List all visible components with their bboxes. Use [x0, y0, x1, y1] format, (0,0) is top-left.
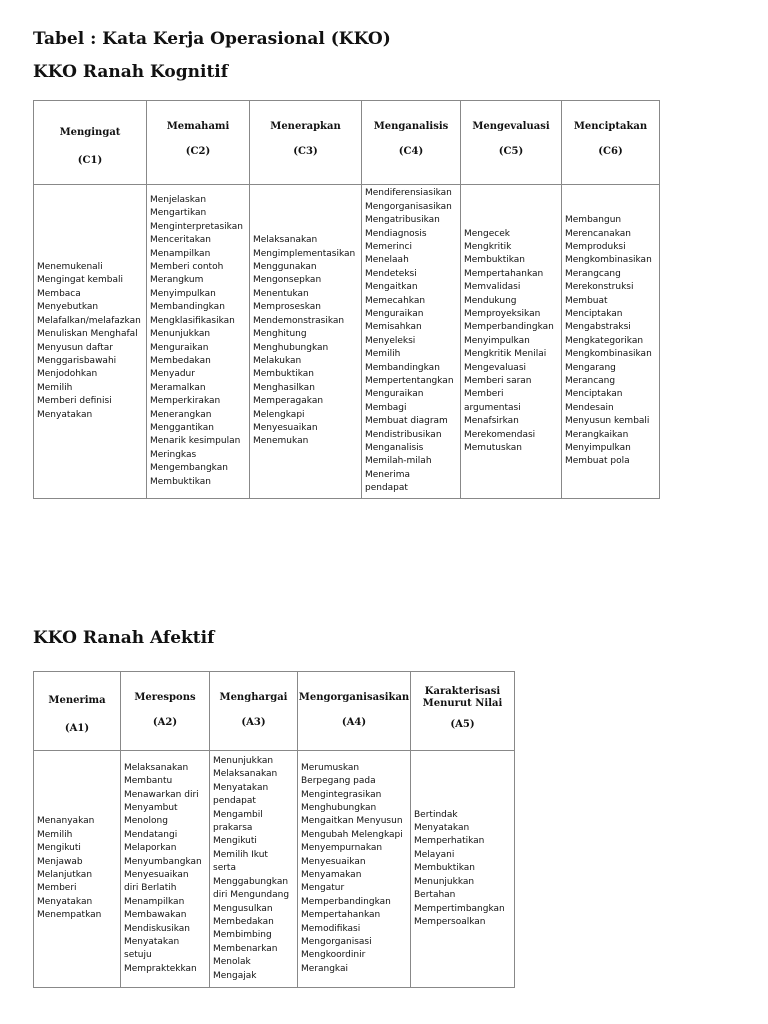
verb-item: Membimbing — [213, 930, 272, 941]
verb-item: Mengkoordinir — [301, 950, 366, 961]
level-code: (A4) — [341, 717, 367, 728]
verb-item: Menganalisis — [365, 443, 424, 454]
verb-item: Memutuskan — [464, 443, 522, 454]
level-code: (C4) — [398, 146, 424, 157]
verb-item: Membuat — [565, 295, 608, 306]
verb-item: Memproyeksikan — [464, 308, 541, 319]
verb-item: Bertahan — [414, 890, 456, 901]
verb-item: Mendeteksi — [365, 268, 417, 279]
verb-item: Menyatakan — [124, 937, 180, 948]
verb-item: Memisahkan — [365, 322, 422, 333]
kognitif-heading: KKO Ranah Kognitif — [33, 62, 229, 82]
afektif-verbs-a5 — [411, 751, 515, 988]
verb-item: Menyebutkan — [37, 302, 99, 313]
kognitif-table — [33, 100, 660, 499]
afektif-header-row — [34, 672, 515, 751]
verb-item: prakarsa — [213, 823, 253, 834]
verb-item: Membangun — [565, 215, 622, 226]
verb-item: Mempertahankan — [301, 910, 381, 921]
verb-item: Menerima — [365, 469, 411, 480]
afektif-verbs-row — [34, 751, 515, 988]
verb-item: Menunjukkan — [414, 876, 475, 887]
verb-item: Menyamakan — [301, 870, 362, 880]
verb-item: Menyesuaikan — [124, 870, 189, 880]
verb-item: Menciptakan — [565, 389, 623, 400]
verb-item: Mengarang — [565, 362, 616, 373]
verb-item: Mengkombinasikan — [565, 349, 652, 360]
verb-item: Mengorganisasikan — [365, 201, 452, 212]
verb-item: Menjawab — [37, 856, 83, 867]
verb-item: Mengikuti — [213, 836, 257, 847]
kognitif-header-row — [34, 101, 660, 185]
kognitif-header-c2 — [147, 101, 250, 185]
verb-item: Mengajak — [213, 970, 257, 981]
verb-item: Menceritakan — [150, 235, 212, 246]
verb-item: Menguraikan — [150, 342, 209, 353]
verb-item: Membuktikan — [414, 863, 476, 874]
kognitif-header-c3 — [250, 101, 362, 185]
verb-item: Melayani — [414, 849, 455, 860]
kognitif-header-c4 — [362, 101, 461, 185]
afektif-header-a1 — [34, 672, 121, 751]
verb-item: Membuat diagram — [365, 416, 448, 427]
verb-item: Mendukung — [464, 295, 517, 306]
verb-item: Menolak — [213, 957, 251, 968]
verb-item: Mendiagnosis — [365, 228, 427, 239]
verb-item: Mendesain — [565, 402, 614, 413]
verb-item: Mengubah Melengkapi — [301, 829, 403, 840]
verb-item: Menghitung — [253, 329, 307, 340]
verb-item: Mengartikan — [150, 208, 207, 219]
kognitif-header-c5 — [461, 101, 562, 185]
verb-item: Mendiferensiasikan — [365, 188, 452, 199]
verb-item: Mempertimbangkan — [414, 903, 505, 914]
verb-item: Melaporkan — [124, 843, 177, 854]
verb-item: Meramalkan — [150, 382, 206, 393]
verb-item: Memberi contoh — [150, 262, 224, 273]
verb-item: Memperkirakan — [150, 396, 221, 407]
verb-item: Menyusun kembali — [565, 416, 650, 427]
verb-item: Menawarkan diri — [124, 789, 199, 800]
verb-item: Mengimplementasikan — [253, 248, 356, 259]
level-name: Karakterisasi Menurut Nilai — [422, 686, 503, 709]
verb-item: Mempertahankan — [464, 268, 544, 279]
verb-item: Menyambut — [124, 802, 178, 813]
verb-item: Melaksanakan — [213, 769, 278, 780]
verb-item: Merangkum — [150, 275, 204, 286]
verb-item: Menginterpretasikan — [150, 221, 243, 232]
verb-item: Mengkategorikan — [565, 335, 644, 346]
verb-item: Membedakan — [213, 916, 274, 927]
level-code: (A1) — [64, 723, 90, 734]
verb-item: Mengaitkan Menyusun — [301, 816, 403, 827]
verb-item: Menyatakan — [213, 782, 269, 793]
verb-item: Mengkritik Menilai — [464, 349, 547, 360]
verb-item: Memerinci — [365, 241, 412, 252]
verb-item: Menampilkan — [150, 248, 211, 259]
kognitif-verbs-c4 — [362, 185, 461, 499]
verb-item: Mengecek — [464, 228, 510, 239]
verb-item: Bertindak — [414, 809, 458, 820]
kognitif-verbs-row — [34, 185, 660, 499]
verb-item: Membedakan — [150, 355, 211, 366]
verb-item: Memberi — [464, 389, 504, 400]
afektif-header-a4 — [298, 672, 411, 751]
verb-item: Mempraktekkan — [124, 963, 197, 974]
level-name: Mengorganisasikan — [298, 692, 410, 703]
level-name: Menerapkan — [270, 121, 341, 132]
verb-item: Membandingkan — [150, 302, 225, 313]
verb-item: Membuktikan — [464, 255, 526, 266]
verb-item: Menunjukkan — [150, 329, 211, 340]
verb-item: Mengembangkan — [150, 463, 228, 474]
verb-item: Menyatakan — [414, 823, 470, 834]
verb-item: Membawakan — [124, 910, 187, 921]
verb-item: Mendistribusikan — [365, 429, 442, 440]
level-name: Menciptakan — [573, 121, 648, 132]
verb-item: Menafsirkan — [464, 416, 519, 427]
verb-item: Menjelaskan — [150, 195, 207, 206]
verb-item: Mengkombinasikan — [565, 255, 652, 266]
level-code: (C1) — [77, 154, 103, 166]
verb-item: Mengabstraksi — [565, 322, 631, 333]
verb-item: Menggarisbawahi — [37, 355, 117, 366]
verb-item: Mengorganisasi — [301, 937, 372, 948]
verb-item: Melakukan — [253, 355, 302, 366]
verb-item: Menggabungkan — [213, 876, 289, 887]
verb-item: Menunjukkan — [213, 756, 274, 767]
verb-item: Mempertentangkan — [365, 376, 454, 387]
level-code: (A2) — [152, 717, 178, 728]
verb-item: Menyatakan — [37, 409, 93, 420]
level-name: Mengevaluasi — [472, 121, 550, 132]
kognitif-header-c1 — [34, 101, 147, 185]
verb-item: Memilih — [37, 829, 73, 840]
level-name: Menganalisis — [373, 121, 449, 132]
verb-item: Menyeleksi — [365, 335, 416, 346]
verb-item: Menciptakan — [565, 308, 623, 319]
verb-item: Menolong — [124, 816, 168, 827]
verb-item: Memproduksi — [565, 241, 626, 252]
verb-item: Menerangkan — [150, 409, 212, 420]
verb-item: Merencanakan — [565, 228, 632, 239]
verb-item: Menyadur — [150, 369, 195, 380]
verb-item: Menampilkan — [124, 896, 185, 907]
verb-item: Memilih — [37, 382, 73, 393]
verb-item: Memecahkan — [365, 295, 426, 306]
kognitif-verbs-c5 — [461, 185, 562, 499]
verb-item: Mengatribusikan — [365, 215, 440, 226]
verb-item: Merangcang — [565, 268, 621, 279]
verb-item: Menyatakan — [37, 896, 93, 907]
verb-item: Melanjutkan — [37, 870, 93, 880]
verb-item: Melengkapi — [253, 409, 305, 420]
verb-item: Menentukan — [253, 288, 309, 299]
verb-item: Membenarkan — [213, 943, 278, 954]
verb-item: Merangkai — [301, 963, 349, 974]
verb-item: Menyesuaikan — [301, 856, 366, 867]
verb-item: Melafalkan/melafazkan — [37, 315, 141, 326]
verb-item: Merekomendasi — [464, 429, 536, 440]
verb-item: Memproseskan — [253, 302, 321, 313]
verb-item: Menyempurnakan — [301, 843, 383, 854]
verb-item: Memilah-milah — [365, 456, 432, 467]
verb-item: Membaca — [37, 288, 81, 299]
verb-item: Memvalidasi — [464, 282, 521, 293]
verb-item: Merangkaikan — [565, 429, 629, 440]
verb-item: Menyimpulkan — [565, 443, 631, 454]
verb-item: Menghasilkan — [253, 382, 315, 393]
verb-item: Membantu — [124, 776, 173, 787]
verb-item: Menyimpulkan — [464, 335, 530, 346]
level-name: Menerima — [48, 695, 106, 706]
verb-item: Menjodohkan — [37, 369, 98, 380]
afektif-verbs-a1 — [34, 751, 121, 988]
verb-item: Menyumbangkan — [124, 856, 202, 867]
verb-item: Melaksanakan — [253, 235, 318, 246]
verb-item: Mengambil — [213, 809, 263, 820]
verb-item: Mengkritik — [464, 241, 512, 252]
verb-item: Menemukan — [253, 436, 309, 447]
afektif-header-a2 — [121, 672, 210, 751]
verb-item: Menghubungkan — [301, 802, 377, 813]
kognitif-verbs-c6 — [562, 185, 660, 499]
kognitif-verbs-c3 — [250, 185, 362, 499]
verb-item: Menanyakan — [37, 816, 95, 827]
verb-item: Menempatkan — [37, 910, 102, 921]
verb-item: Menggantikan — [150, 422, 214, 433]
verb-item: Menguraikan — [365, 389, 424, 400]
verb-item: Menyusun daftar — [37, 342, 113, 353]
afektif-header-a3 — [210, 672, 298, 751]
level-name: Merespons — [134, 692, 196, 703]
verb-item: Mengaitkan — [365, 282, 418, 293]
verb-item: Menguraikan — [365, 308, 424, 319]
level-code: (A3) — [241, 717, 266, 728]
verb-item: serta — [213, 863, 236, 874]
level-name: Menghargai — [219, 692, 288, 703]
verb-item: Memodifikasi — [301, 923, 361, 934]
kognitif-verbs-c1 — [34, 185, 147, 499]
verb-item: pendapat — [213, 796, 256, 807]
kognitif-header-c6 — [562, 101, 660, 185]
verb-item: Menggunakan — [253, 262, 317, 273]
verb-item: Mengintegrasikan — [301, 789, 382, 800]
afektif-verbs-a2 — [121, 751, 210, 988]
verb-item: Merumuskan — [301, 762, 360, 773]
verb-item: diri Mengundang — [213, 890, 290, 901]
verb-item: Membandingkan — [365, 362, 440, 373]
verb-item: Mengevaluasi — [464, 362, 527, 373]
verb-item: Merekonstruksi — [565, 282, 634, 293]
verb-item: Berpegang pada — [301, 776, 376, 787]
verb-item: Membuktikan — [253, 369, 315, 380]
verb-item: Memperagakan — [253, 396, 324, 407]
level-code: (C6) — [598, 146, 623, 157]
verb-item: Memberi — [37, 883, 77, 894]
afektif-table — [33, 671, 515, 988]
verb-item: Mempersoalkan — [414, 916, 486, 927]
verb-item: Memberi definisi — [37, 396, 112, 407]
verb-item: Membuktikan — [150, 476, 212, 487]
verb-item: Menelaah — [365, 255, 409, 266]
verb-item: Mengonsepkan — [253, 275, 322, 286]
verb-item: Menyesuaikan — [253, 422, 318, 433]
verb-item: Memperbandingkan — [464, 322, 554, 333]
verb-item: Membagi — [365, 402, 407, 413]
verb-item: Membuat pola — [565, 456, 630, 467]
verb-item: Mendiskusikan — [124, 923, 191, 934]
afektif-heading: KKO Ranah Afektif — [33, 628, 215, 648]
level-code: (A5) — [450, 719, 475, 730]
level-code: (C2) — [185, 146, 211, 157]
verb-item: Melaksanakan — [124, 762, 189, 773]
level-code: (C5) — [498, 146, 524, 157]
afektif-verbs-a3 — [210, 751, 298, 988]
verb-item: diri Berlatih — [124, 883, 177, 894]
verb-item: Mendatangi — [124, 829, 178, 840]
document-title: Tabel : Kata Kerja Operasional (KKO) — [33, 29, 391, 49]
verb-item: Memperbandingkan — [301, 896, 391, 907]
level-name: Mengingat — [59, 126, 121, 138]
verb-item: Menemukenali — [37, 262, 103, 273]
verb-item: argumentasi — [464, 402, 521, 413]
verb-item: Mengikuti — [37, 843, 81, 854]
verb-item: Mendemonstrasikan — [253, 315, 345, 326]
verb-item: Memilih — [365, 349, 401, 360]
verb-item: Menghubungkan — [253, 342, 329, 353]
level-code: (C3) — [293, 146, 318, 157]
verb-item: Menuliskan Menghafal — [37, 329, 138, 340]
verb-item: Mengatur — [301, 883, 345, 894]
afektif-header-a5 — [411, 672, 515, 751]
verb-item: Memperhatikan — [414, 836, 485, 847]
verb-item: Mengingat kembali — [37, 275, 123, 286]
verb-item: pendapat — [365, 483, 408, 494]
verb-item: Merancang — [565, 376, 616, 387]
verb-item: Memberi saran — [464, 376, 532, 387]
verb-item: Menarik kesimpulan — [150, 436, 241, 447]
verb-item: Memilih Ikut — [213, 849, 268, 860]
level-name: Memahami — [166, 121, 230, 132]
verb-item: Menyimpulkan — [150, 288, 216, 299]
kognitif-verbs-c2 — [147, 185, 250, 499]
verb-item: Mengklasifikasikan — [150, 315, 235, 326]
verb-item: setuju — [124, 950, 152, 961]
verb-item: Mengusulkan — [213, 903, 273, 914]
verb-item: Meringkas — [150, 449, 197, 460]
afektif-verbs-a4 — [298, 751, 411, 988]
